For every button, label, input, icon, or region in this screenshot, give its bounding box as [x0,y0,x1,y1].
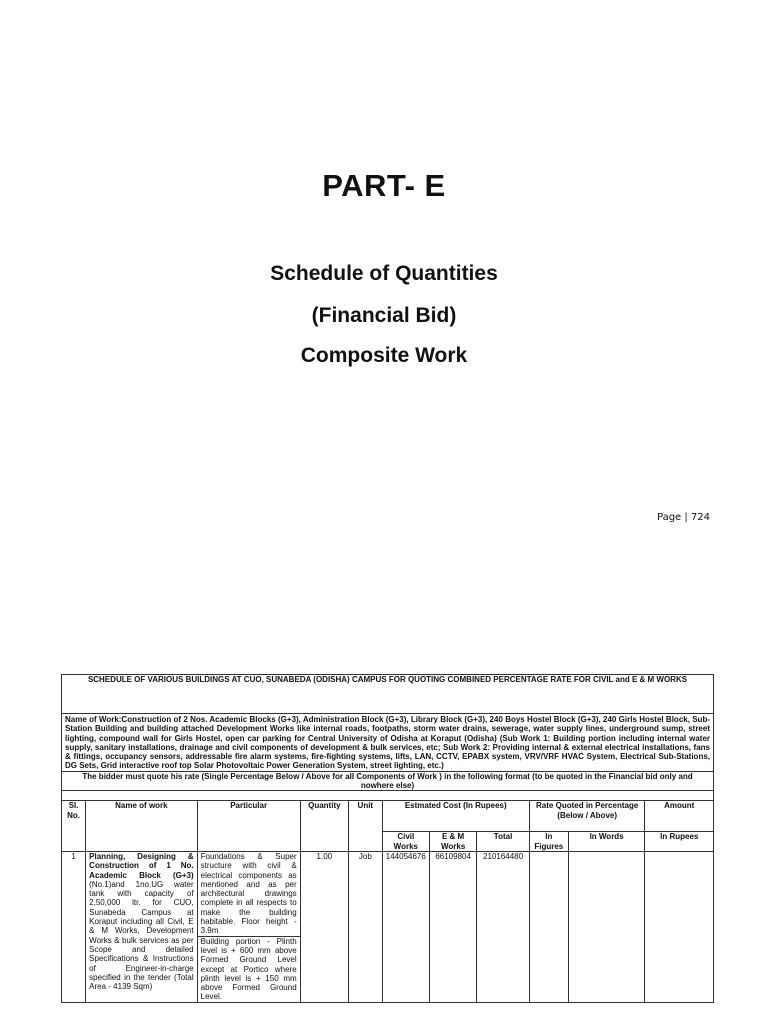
schedule-table [61,674,714,1003]
column-header-particular: Particular [197,801,300,852]
column-header-estimated-cost: Estmated Cost (In Rupees) [382,801,529,832]
column-header-name-of-work: Name of work [86,801,197,852]
column-header-in-figures: In Figures [529,832,568,852]
column-header-amount: Amount [645,801,714,832]
part-title: PART- E [322,168,446,203]
column-header-civil-works: Civil Works [382,832,429,852]
subtitle-schedule: Schedule of Quantities [270,262,498,285]
page-number: Page | 724 [657,512,711,523]
table-row [62,851,714,1002]
subtitle-financial-bid: (Financial Bid) [311,304,457,327]
column-header-in-words: In Words [568,832,645,852]
cell-total: 210164480 [477,851,530,1002]
cell-unit: Job [349,851,383,1002]
name-of-work-description: Name of Work:Construction of 2 Nos. Academic Blocks (G+3), Administration Block (G+3), Library Block (G+3), 240 Boys Hostel Block (G+3), 240 Girls Hostel Block, Sub-Station Building and building attached Development Works like internal roads, footpaths, storm water drains, sewerage, water supply lines, underground sump, street lighting, compound wall for Girls Hostel, open car parking for Central University of Odisha at Koraput (Odisha) (Sub Work 1: Building portion including internal water supply, sanitary installations, drainage and civil components of development & bulk services, etc; Sub Work 2: Providing internal & external electrical installations, fans & fittings, occupancy sensors, addressable fire alarm systems, fire-fighting systems, lifts, LAN, CCTV, EPABX system, VRV/VRF HVAC System, Electrical Sub-Stations, DG Sets, Grid interactive roof top Solar Photovoltaic Power Generation System, street lighting, etc.) [62,714,714,772]
column-header-rate-quoted: Rate Quoted in Percentage (Below / Above) [529,801,645,832]
cell-quantity: 1.00 [300,851,348,1002]
column-header-in-rupees: In Rupees [645,832,714,852]
particular-foundation: Foundations & Super structure with civil & electrical components as mentioned and as per architectural drawings complete in all respects to make the building habitable. Floor height - 3.9m [198,852,300,937]
column-header-sl-no: Sl. No. [62,801,86,852]
cell-in-figures[interactable] [529,851,568,1002]
cell-sl-no: 1 [62,851,86,1002]
cell-in-words[interactable] [568,851,645,1002]
column-header-em-works: E & M Works [429,832,476,852]
subtitle-composite-work: Composite Work [300,344,468,367]
table-main-heading: SCHEDULE OF VARIOUS BUILDINGS AT CUO, SUNABEDA (ODISHA) CAMPUS FOR QUOTING COMBINED PERCENTAGE RATE FOR CIVIL and E & M WORKS [62,675,714,714]
work-title: Planning, Designing & Construction of 1 No. Academic Block (G+3) [89,851,194,880]
bidder-instruction: The bidder must quote his rate (Single Percentage Below / Above for all Components of Work ) in the following format (to be quoted in the Financial bid only and nowhere else) [62,771,714,791]
work-description: (No.1)and 1no.UG water tank with capacity of 2,50,000 ltr. for CUO, Sunabeda Campus at Koraput including all Civil, E & M Works, Development Works & bulk services as per Scope and detailed Specifications & Instructions of Engineer-in-charge specified in the tender (Total Area - 4139 Sqm) [89,879,194,992]
cell-em-works: 66109804 [429,851,476,1002]
cell-in-rupees[interactable] [645,851,714,1002]
cell-civil-works: 144054676 [382,851,429,1002]
cell-name-of-work [86,851,197,1002]
column-header-total: Total [477,832,530,852]
spacer-row [62,791,714,801]
column-header-unit: Unit [349,801,383,852]
cell-particular [197,851,300,1002]
particular-plinth-level: Building portion - Plinth level is + 600 mm above Formed Ground Level except at Portico where plinth level is + 150 mm above Formed Ground Level. [200,936,297,1002]
column-header-quantity: Quantity [300,801,348,852]
